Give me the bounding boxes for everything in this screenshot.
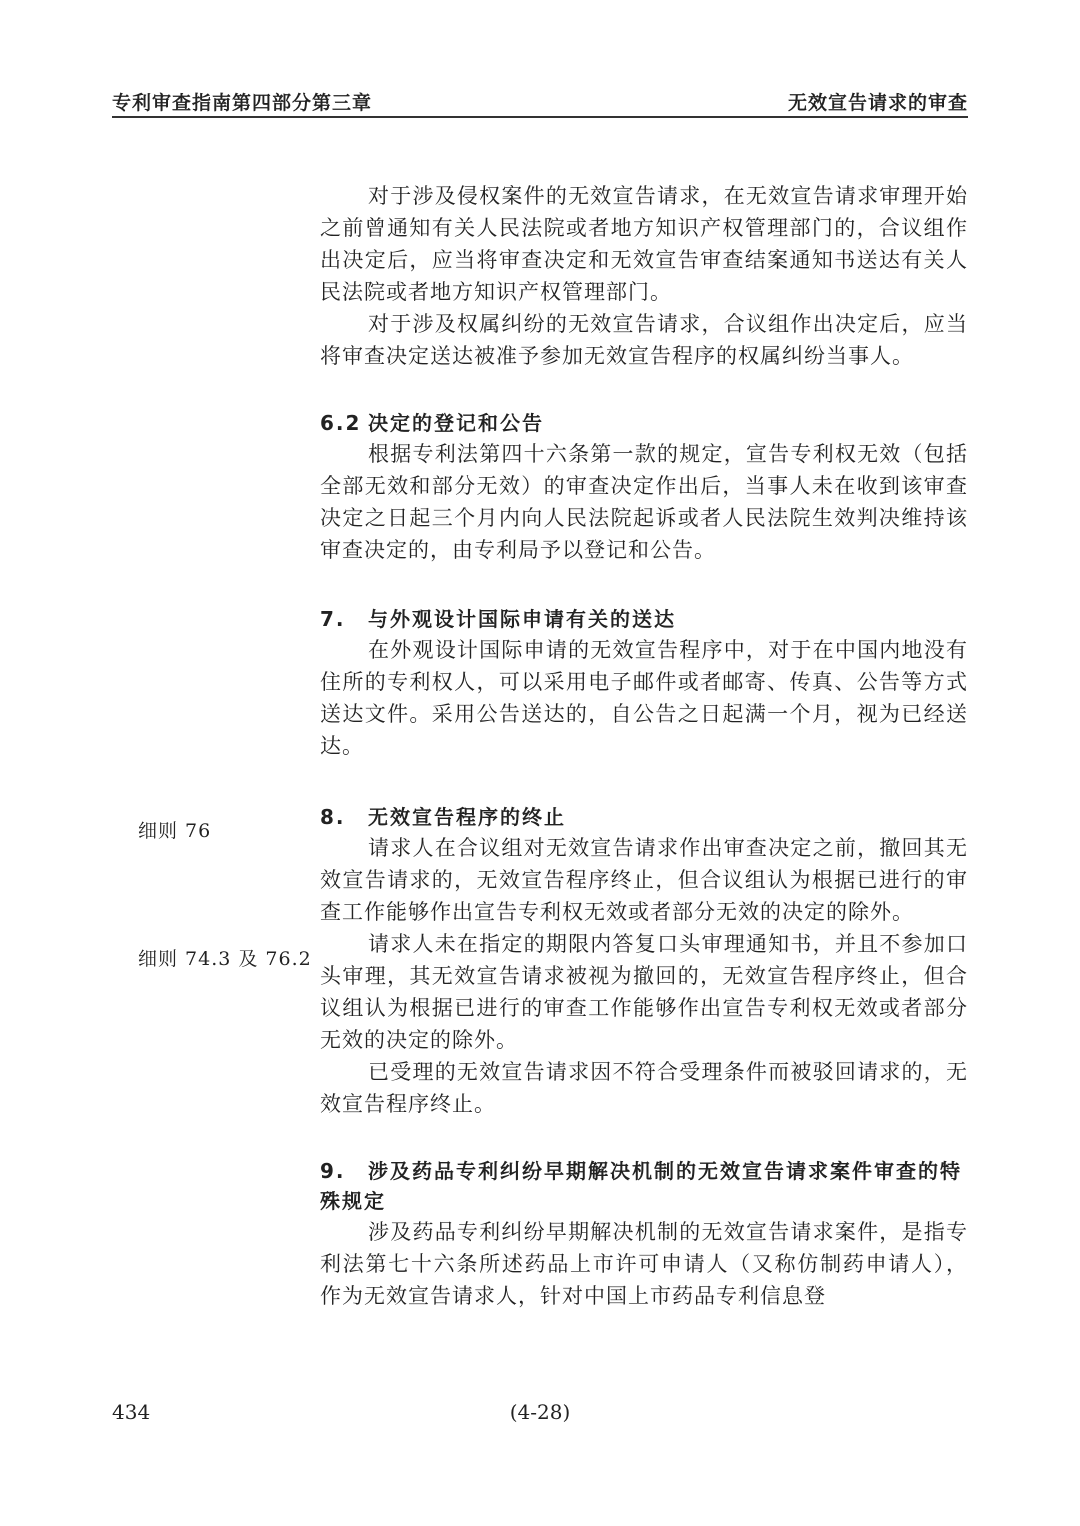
section-number: 7.	[320, 607, 346, 631]
section-number: 8.	[320, 805, 346, 829]
header-chapter: 专利审查指南第四部分第三章	[112, 92, 373, 114]
section-heading-9	[320, 1156, 968, 1216]
paragraph-ownership: 对于涉及权属纠纷的无效宣告请求，合议组作出决定后，应当将审查决定送达被准予参加无效宣告程序的权属纠纷当事人。	[320, 312, 968, 368]
main-content	[320, 180, 968, 1312]
section-heading-7	[320, 604, 968, 634]
section-title: 与外观设计国际申请有关的送达	[368, 607, 676, 631]
paragraph-registration: 根据专利法第四十六条第一款的规定，宣告专利权无效（包括全部无效和部分无效）的审查决定作出后，当事人未在收到该审查决定之日起三个月内向人民法院起诉或者人民法院生效判决维持该审查决定的，由专利局予以登记和公告。	[320, 442, 968, 562]
section-heading-8	[320, 802, 968, 832]
section-number: 6.2	[320, 411, 362, 435]
paragraph-oral-hearing: 请求人未在指定的期限内答复口头审理通知书，并且不参加口头审理，其无效宣告请求被视为撤回的，无效宣告程序终止，但合议组认为根据已进行的审查工作能够作出宣告专利权无效或者部分无效的决定的除外。	[320, 932, 968, 1052]
margin-note-rule-74-3: 细则 74.3 及 76.2	[138, 948, 312, 970]
paragraph-withdrawal: 请求人在合议组对无效宣告请求作出审查决定之前，撤回其无效宣告请求的，无效宣告程序终止，但合议组认为根据已进行的审查工作能够作出宣告专利权无效或者部分无效的决定的除外。	[320, 836, 968, 924]
margin-note-rule-76: 细则 76	[138, 820, 212, 842]
section-number: 9.	[320, 1159, 346, 1183]
header-section-title: 无效宣告请求的审查	[787, 92, 968, 114]
section-page-code: (4-28)	[509, 1400, 571, 1424]
paragraph-design-service: 在外观设计国际申请的无效宣告程序中，对于在中国内地没有住所的专利权人，可以采用电子邮件或者邮寄、传真、公告等方式送达文件。采用公告送达的，自公告之日起满一个月，视为已经送达。	[320, 638, 968, 758]
paragraph-drug-patent: 涉及药品专利纠纷早期解决机制的无效宣告请求案件，是指专利法第七十六条所述药品上市许可申请人（又称仿制药申请人），作为无效宣告请求人，针对中国上市药品专利信息登	[320, 1220, 968, 1308]
section-title: 涉及药品专利纠纷早期解决机制的无效宣告请求案件审查的特殊规定	[320, 1159, 962, 1213]
section-heading-6-2	[320, 408, 968, 438]
page-number: 434	[112, 1400, 151, 1424]
section-title: 无效宣告程序的终止	[368, 805, 566, 829]
section-title: 决定的登记和公告	[368, 411, 544, 435]
paragraph-rejection: 已受理的无效宣告请求因不符合受理条件而被驳回请求的，无效宣告程序终止。	[320, 1060, 968, 1116]
paragraph-infringement: 对于涉及侵权案件的无效宣告请求，在无效宣告请求审理开始之前曾通知有关人民法院或者地方知识产权管理部门的，合议组作出决定后，应当将审查决定和无效宣告审查结案通知书送达有关人民法院或者地方知识产权管理部门。	[320, 184, 968, 304]
page-header	[112, 80, 968, 118]
